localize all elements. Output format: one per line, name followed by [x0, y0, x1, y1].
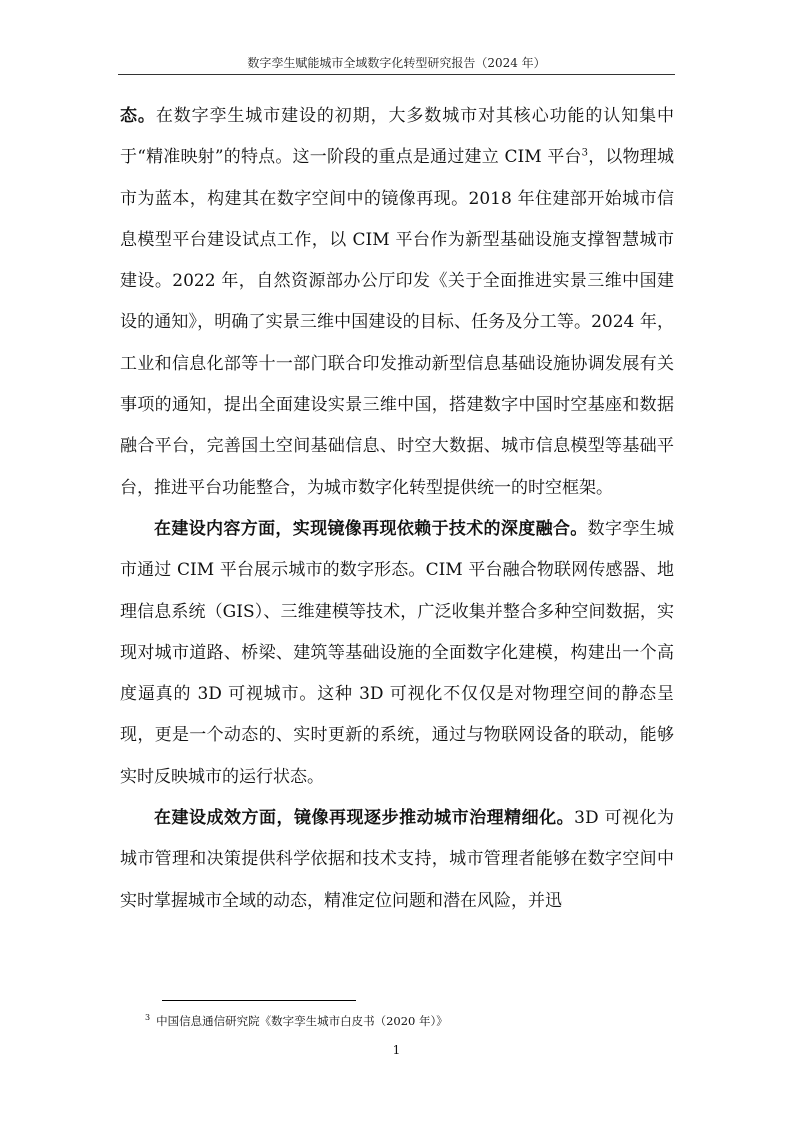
paragraph-2-text: 数字孪生城市通过 CIM 平台展示城市的数字形态。CIM 平台融合物联网传感器、地理信息系统（GIS）、三维建模等技术，广泛收集并整合多种空间数据，实现对城市道路、桥梁、建筑等基础设施的全面数字化建模，构建出一个高度逼真的 3D 可视城市。这种 3D 可视化不仅仅是对物理空间的静态呈现，更是一个动态的、实时更新的系统，通过与物联网设备的联动，能够实时反映城市的运行状态。 [120, 518, 675, 787]
paragraph-1 [120, 96, 674, 509]
paragraph-3 [120, 798, 674, 922]
footnote-mark: 3 [145, 1013, 151, 1023]
paragraph-2-lead: 在建设内容方面，实现镜像再现依赖于技术的深度融合。 [154, 518, 588, 539]
body-text [120, 96, 674, 922]
header-divider [118, 74, 675, 75]
running-header: 数字孪生赋能城市全域数字化转型研究报告（2024 年） [247, 56, 546, 70]
footnote-divider [162, 1000, 356, 1001]
paragraph-3-text: 3D 可视化为城市管理和决策提供科学依据和技术支持，城市管理者能够在数字空间中实时掌握城市全域的动态，精准定位问题和潜在风险，并迅 [120, 808, 674, 911]
paragraph-1-text-b: ，以物理城市为蓝本，构建其在数字空间中的镜像再现。2018 年住建部开始城市信息模型平台建设试点工作，以 CIM 平台作为新型基础设施支撑智慧城市建设。2022 年，自然资源部办公厅印发《关于全面推进实景三维中国建设的通知》，明确了实景三维中国建设的目标、任务及分工等。2024 年，工业和信息化部等十一部门联合印发推动新型信息基础设施协调发展有关事项的通知，提出全面建设实景三维中国，搭建数字中国时空基座和数据融合平台，完善国土空间基础信息、时空大数据、城市信息模型等基础平台，推进平台功能整合，为城市数字化转型提供统一的时空框架。 [120, 147, 674, 498]
footnote-reference[interactable]: 3 [581, 147, 589, 159]
paragraph-3-lead: 在建设成效方面，镜像再现逐步推动城市治理精细化。 [154, 808, 575, 829]
paragraph-1-text-a: 在数字孪生城市建设的初期，大多数城市对其核心功能的认知集中于“精准映射”的特点。这一阶段的重点是通过建立 CIM 平台 [120, 106, 675, 168]
paragraph-1-lead: 态。 [120, 106, 156, 126]
page-number: 1 [392, 1043, 401, 1057]
footnote-text: 中国信息通信研究院《数字孪生城市白皮书（2020 年）》 [156, 1014, 448, 1028]
footnote [145, 1013, 448, 1029]
paragraph-2 [120, 509, 674, 798]
